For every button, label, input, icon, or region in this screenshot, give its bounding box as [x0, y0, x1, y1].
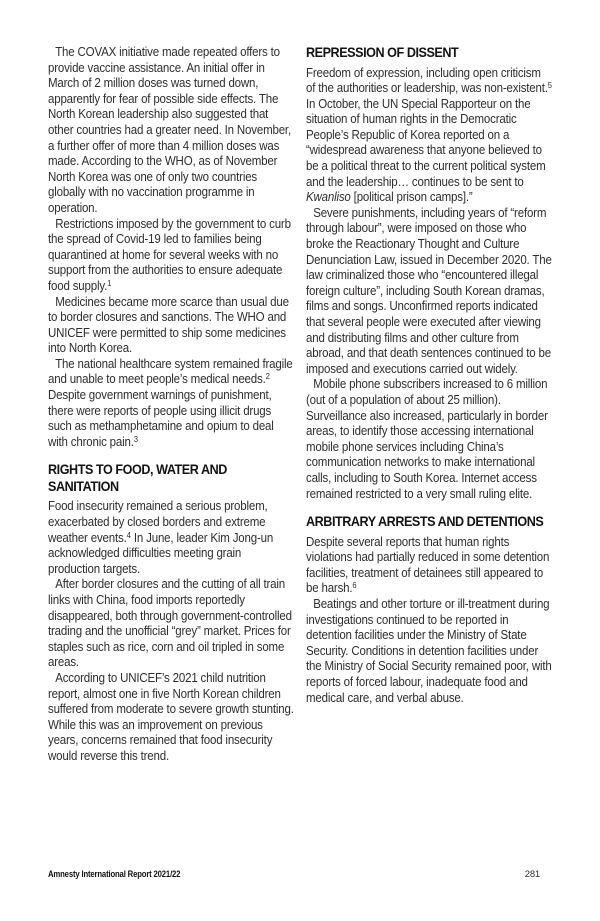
column-left-content	[48, 44, 295, 764]
body-paragraph: The national healthcare system remained fragile and unable to meet people’s medical needs.$^2$ Despite government warnings of punishment, there were reports of people using illicit drugs such as methamphetamine and opium to deal with chronic pain.$^3$	[48, 355, 293, 449]
section-heading: REPRESSION OF DISSENT	[306, 44, 459, 60]
body-paragraph: Restrictions imposed by the government to curb the spread of Covid-19 led to families being quarantined at home for several weeks with no support from the authorities to ensure adequate food supply.$^1$	[48, 215, 291, 293]
body-paragraph: Food insecurity remained a serious problem, exacerbated by closed borders and extreme weather events.$^4$ In June, leader Kim Jong-un acknowledged difficulties meeting grain production targets.	[48, 498, 274, 576]
column-right	[306, 44, 553, 764]
footnote-reference: 5	[547, 80, 553, 91]
footnote-reference: 4	[126, 529, 131, 540]
body-paragraph: The COVAX initiative made repeated offers to provide vaccine assistance. An initial offer in March of 2 million doses was turned down, apparently for fear of possible side effects. The North Korean leadership also suggested that other countries had a greater need. In November, a further offer of more than 4 million doses was made. According to the WHO, as of November North Korea was one of only two countries globally with no vaccination programme in operation.	[48, 44, 291, 215]
page-number: 281	[524, 869, 540, 880]
footnote-reference: 1	[107, 277, 112, 288]
body-paragraph: Medicines became more scarce than usual due to border closures and sanctions. The WHO and UNICEF were permitted to ship some medicines into North Korea.	[48, 293, 289, 356]
body-paragraph: Despite several reports that human rights violations had partially reduced in some detention facilities, treatment of detainees still appeared to be harsh.$^6$	[306, 533, 550, 596]
footer-report-title: Amnesty International Report 2021/22	[48, 869, 181, 879]
body-paragraph: Mobile phone subscribers increased to 6 million (out of a population of about 25 million). Surveillance also increased, particularly in border areas, to identify those accessing international mobile phone services including China’s communication networks to make international calls, including to South Korea. Internet access remained restricted to a very small ruling elite.	[306, 376, 548, 501]
body-paragraph: After border closures and the cutting of all train links with China, food imports reportedly disappeared, both through government-controlled trading and the unofficial “grey” market. Prices for staples such as rice, corn and oil tripled in some areas.	[48, 576, 292, 670]
page-footer	[48, 869, 553, 880]
footnote-reference: 6	[352, 580, 357, 591]
two-column-text-layout	[48, 44, 553, 764]
body-paragraph: Beatings and other torture or ill-treatment during investigations continued to be reported in detention facilities under the Ministry of State Security. Conditions in detention facilities under the Ministry of Social Security remained poor, with reports of forced labour, inadequate food and medical care, and verbal abuse.	[306, 596, 552, 705]
body-paragraph: Severe punishments, including years of “reform through labour”, were imposed on those who broke the Reactionary Thought and Culture Denunciation Law, issued in December 2020. The law criminalized those who “encountered illegal foreign culture”, including South Korean dramas, films and songs. Unconfirmed reports indicated that several people were executed after viewing and distributing films and other culture from abroad, and that death sentences continued to be imposed and executions carried out widely.	[306, 204, 552, 376]
column-left	[48, 44, 295, 764]
section-heading: RIGHTS TO FOOD, WATER AND SANITATION	[48, 461, 227, 494]
footnote-reference: 3	[133, 433, 139, 444]
section-heading: ARBITRARY ARRESTS AND DETENTIONS	[306, 513, 544, 530]
body-paragraph: According to UNICEF’s 2021 child nutrition report, almost one in five North Korean children suffered from moderate to severe growth stunting. While this was an improvement on previous years, concerns remained that food insecurity would reverse this trend.	[48, 669, 294, 763]
italic-term: Kwanliso	[306, 189, 351, 205]
footnote-reference: 2	[265, 371, 270, 382]
column-right-content	[306, 44, 553, 705]
body-paragraph: Freedom of expression, including open criticism of the authorities or leadership, was non-existent.$^5$ In October, the UN Special Rapporteur on the situation of human rights in the Democratic People’s Republic of Korea reported on a “widespread awareness that anyone believed to be a political threat to the current political system and the leadership… continues to be sent to Kwanliso [political prison camps].”	[306, 64, 553, 205]
